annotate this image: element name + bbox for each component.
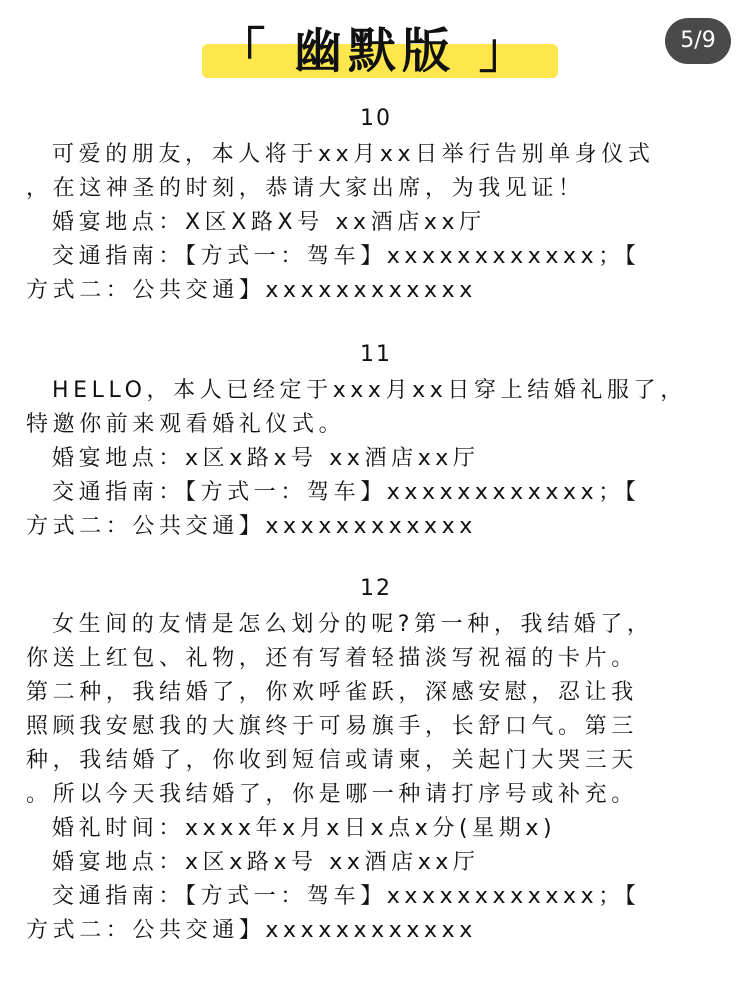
text-line: 可爱的朋友，本人将于xx月xx日举行告别单身仪式 bbox=[52, 142, 655, 167]
section-number: 11 bbox=[360, 342, 392, 367]
text-line: 婚宴地点：X区X路X号 xx酒店xx厅 bbox=[52, 210, 486, 235]
text-line: 交通指南：【方式一：驾车】xxxxxxxxxxxx；【 bbox=[52, 244, 641, 269]
text-line: 方式二：公共交通】xxxxxxxxxxxx bbox=[26, 278, 477, 303]
text-line: 。所以今天我结婚了，你是哪一种请打序号或补充。 bbox=[26, 782, 638, 807]
section-number: 10 bbox=[360, 106, 392, 131]
text-line: 你送上红包、礼物，还有写着轻描淡写祝福的卡片。 bbox=[26, 646, 638, 671]
section-number: 12 bbox=[360, 576, 392, 601]
header bbox=[0, 0, 750, 90]
section-10 bbox=[26, 104, 726, 308]
text-line: HELLO，本人已经定于xxx月xx日穿上结婚礼服了， bbox=[52, 378, 687, 403]
page-title: 「 幽默版 」 bbox=[217, 23, 533, 79]
text-line: 种，我结婚了，你收到短信或请柬，关起门大哭三天 bbox=[26, 748, 638, 773]
text-line: 婚宴地点：x区x路x号 xx酒店xx厅 bbox=[52, 446, 480, 471]
text-line: 特邀你前来观看婚礼仪式。 bbox=[26, 412, 346, 437]
text-line: 照顾我安慰我的大旗终于可易旗手，长舒口气。第三 bbox=[26, 714, 638, 739]
text-line: 第二种，我结婚了，你欢呼雀跃，深感安慰，忍让我 bbox=[26, 680, 638, 705]
section-11 bbox=[26, 340, 726, 544]
text-line: 方式二：公共交通】xxxxxxxxxxxx bbox=[26, 918, 477, 943]
page-indicator-badge: 5/9 bbox=[665, 18, 731, 64]
text-line: 交通指南：【方式一：驾车】xxxxxxxxxxxx；【 bbox=[52, 884, 641, 909]
text-line: ，在这神圣的时刻，恭请大家出席，为我见证！ bbox=[26, 176, 585, 201]
text-line: 方式二：公共交通】xxxxxxxxxxxx bbox=[26, 514, 477, 539]
text-line: 婚宴地点：x区x路x号 xx酒店xx厅 bbox=[52, 850, 480, 875]
section-12 bbox=[26, 574, 726, 948]
text-line: 婚礼时间：xxxx年x月x日x点x分(星期x) bbox=[52, 816, 557, 841]
text-line: 交通指南：【方式一：驾车】xxxxxxxxxxxx；【 bbox=[52, 480, 641, 505]
text-line: 女生间的友情是怎么划分的呢?第一种，我结婚了， bbox=[52, 612, 654, 637]
